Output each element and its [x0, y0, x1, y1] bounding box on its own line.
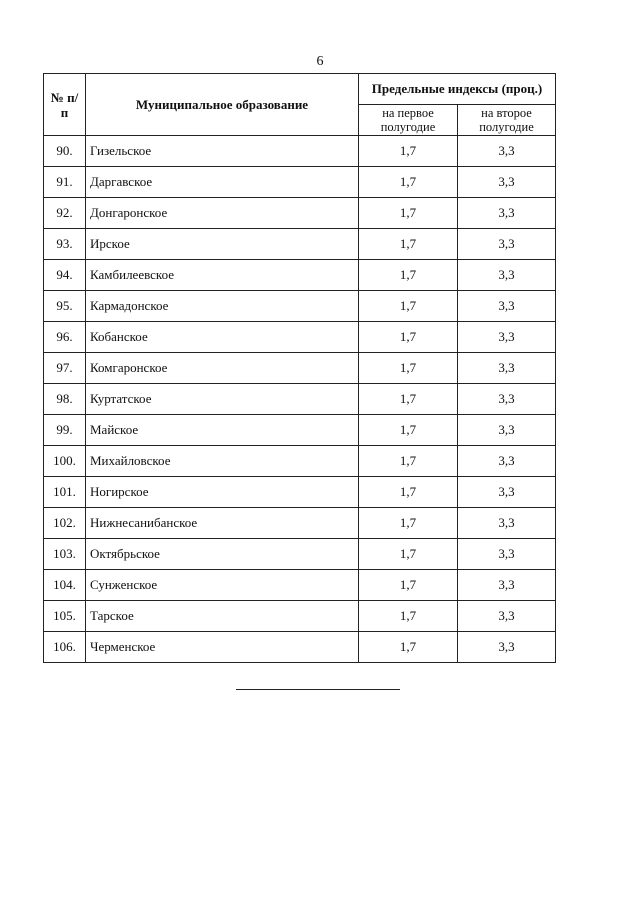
municipality-name: Черменское — [86, 632, 359, 663]
header-number: № п/п — [44, 74, 86, 136]
municipality-name: Камбилеевское — [86, 260, 359, 291]
second-half-index: 3,3 — [458, 632, 556, 663]
table-body — [44, 136, 556, 663]
first-half-index: 1,7 — [359, 477, 458, 508]
second-half-index: 3,3 — [458, 601, 556, 632]
header-first-half: на первое полугодие — [359, 105, 458, 136]
first-half-index: 1,7 — [359, 198, 458, 229]
table-row — [44, 322, 556, 353]
second-half-index: 3,3 — [458, 291, 556, 322]
municipality-name: Кобанское — [86, 322, 359, 353]
first-half-index: 1,7 — [359, 570, 458, 601]
table-row — [44, 477, 556, 508]
table-row — [44, 446, 556, 477]
first-half-index: 1,7 — [359, 136, 458, 167]
header-second-half: на второе полугодие — [458, 105, 556, 136]
table-row — [44, 632, 556, 663]
table-row — [44, 601, 556, 632]
row-number: 93. — [44, 229, 86, 260]
second-half-index: 3,3 — [458, 477, 556, 508]
closing-rule — [236, 689, 400, 690]
second-half-index: 3,3 — [458, 508, 556, 539]
second-half-index: 3,3 — [458, 539, 556, 570]
table-row — [44, 198, 556, 229]
row-number: 105. — [44, 601, 86, 632]
second-half-index: 3,3 — [458, 167, 556, 198]
second-half-index: 3,3 — [458, 322, 556, 353]
first-half-index: 1,7 — [359, 601, 458, 632]
municipality-name: Даргавское — [86, 167, 359, 198]
row-number: 98. — [44, 384, 86, 415]
table-row — [44, 353, 556, 384]
second-half-index: 3,3 — [458, 260, 556, 291]
municipality-name: Ирское — [86, 229, 359, 260]
second-half-index: 3,3 — [458, 446, 556, 477]
municipality-name: Майское — [86, 415, 359, 446]
table-row — [44, 291, 556, 322]
row-number: 104. — [44, 570, 86, 601]
table-row — [44, 384, 556, 415]
first-half-index: 1,7 — [359, 291, 458, 322]
row-number: 101. — [44, 477, 86, 508]
row-number: 102. — [44, 508, 86, 539]
municipality-name: Сунженское — [86, 570, 359, 601]
second-half-index: 3,3 — [458, 384, 556, 415]
table-row — [44, 415, 556, 446]
row-number: 95. — [44, 291, 86, 322]
second-half-index: 3,3 — [458, 136, 556, 167]
municipality-name: Михайловское — [86, 446, 359, 477]
indices-table — [43, 73, 556, 663]
first-half-index: 1,7 — [359, 446, 458, 477]
municipality-name: Тарское — [86, 601, 359, 632]
second-half-index: 3,3 — [458, 353, 556, 384]
municipality-name: Комгаронское — [86, 353, 359, 384]
municipality-name: Октябрьское — [86, 539, 359, 570]
first-half-index: 1,7 — [359, 632, 458, 663]
second-half-index: 3,3 — [458, 229, 556, 260]
municipality-name: Донгаронское — [86, 198, 359, 229]
table-row — [44, 570, 556, 601]
table-row — [44, 229, 556, 260]
first-half-index: 1,7 — [359, 384, 458, 415]
row-number: 97. — [44, 353, 86, 384]
table-row — [44, 260, 556, 291]
first-half-index: 1,7 — [359, 229, 458, 260]
municipality-name: Гизельское — [86, 136, 359, 167]
first-half-index: 1,7 — [359, 508, 458, 539]
row-number: 91. — [44, 167, 86, 198]
first-half-index: 1,7 — [359, 539, 458, 570]
header-limit-indices: Предельные индексы (проц.) — [359, 74, 556, 105]
table-row — [44, 508, 556, 539]
row-number: 100. — [44, 446, 86, 477]
second-half-index: 3,3 — [458, 198, 556, 229]
page-number: 6 — [316, 54, 324, 69]
row-number: 106. — [44, 632, 86, 663]
table-row — [44, 167, 556, 198]
second-half-index: 3,3 — [458, 570, 556, 601]
first-half-index: 1,7 — [359, 415, 458, 446]
table-row — [44, 539, 556, 570]
second-half-index: 3,3 — [458, 415, 556, 446]
municipality-name: Куртатское — [86, 384, 359, 415]
row-number: 92. — [44, 198, 86, 229]
table-row — [44, 136, 556, 167]
row-number: 96. — [44, 322, 86, 353]
first-half-index: 1,7 — [359, 260, 458, 291]
header-municipality: Муниципальное образование — [86, 74, 359, 136]
row-number: 94. — [44, 260, 86, 291]
first-half-index: 1,7 — [359, 167, 458, 198]
table-header — [44, 74, 556, 136]
municipality-name: Нижнесанибанское — [86, 508, 359, 539]
municipality-name: Кармадонское — [86, 291, 359, 322]
row-number: 90. — [44, 136, 86, 167]
row-number: 99. — [44, 415, 86, 446]
first-half-index: 1,7 — [359, 353, 458, 384]
municipality-name: Ногирское — [86, 477, 359, 508]
row-number: 103. — [44, 539, 86, 570]
first-half-index: 1,7 — [359, 322, 458, 353]
